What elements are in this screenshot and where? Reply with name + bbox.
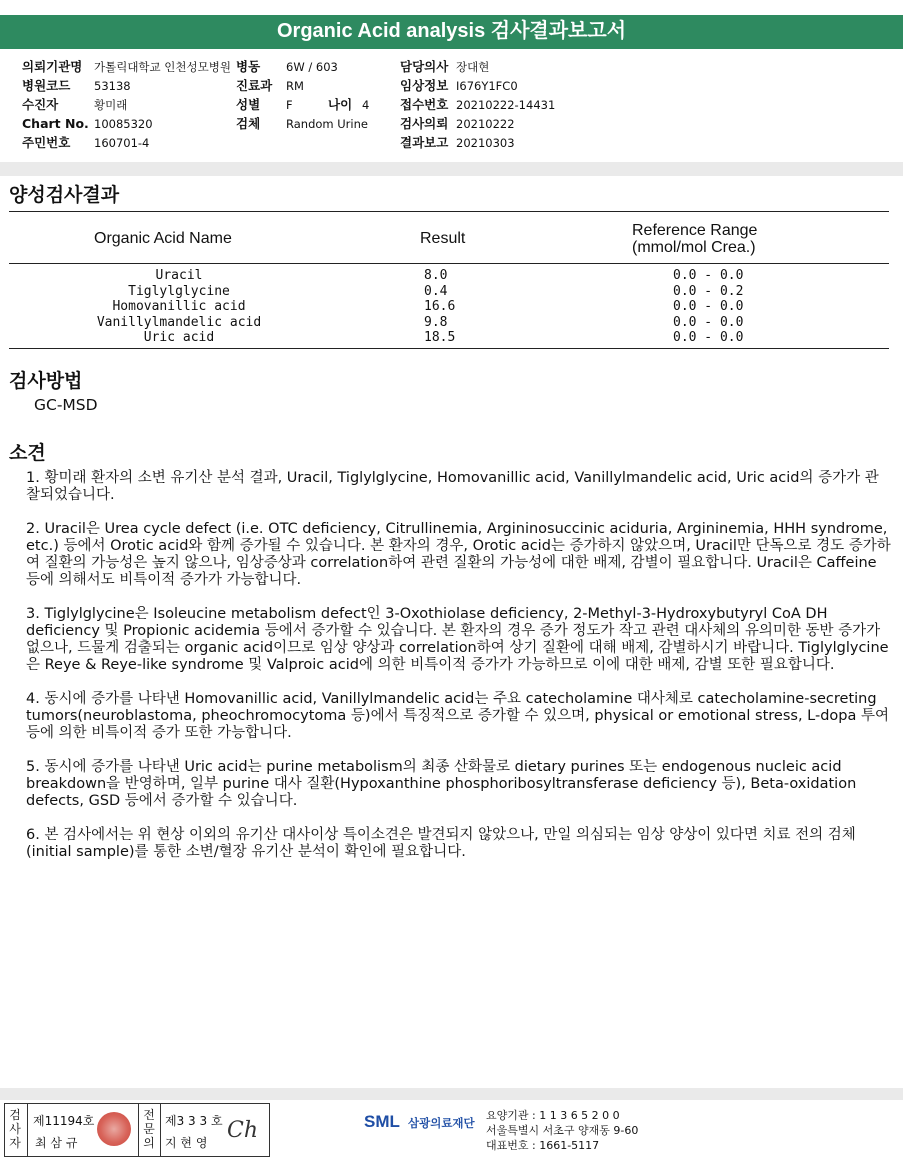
info-value: F (286, 98, 293, 112)
institution-code: 요양기관 : 1 1 3 6 5 2 0 0 (486, 1109, 620, 1122)
info-row (22, 95, 231, 114)
info-value: I676Y1FC0 (456, 79, 518, 93)
acid-result: 0.4 (424, 283, 448, 299)
logo-mark-icon: SML (364, 1112, 400, 1131)
header-divider (0, 47, 903, 49)
finding-paragraph: 6. 본 검사에서는 위 현상 이외의 유기산 대사이상 특이소견은 발견되지 않았으나, 만일 의심되는 임상 양상이 있다면 치료 전의 검체 (initial sample)를 통한 소변/혈장 유기산 분석이 확인에 필요합니다. (26, 827, 856, 860)
specialist-name: 지 현 영 (165, 1136, 208, 1150)
info-label: 검사의뢰 (400, 116, 449, 131)
findings-body (26, 470, 892, 878)
acid-range: 0.0 - 0.0 (673, 299, 744, 314)
info-label: 성별 (236, 97, 261, 112)
specialist-label: 전문의 (143, 1108, 155, 1150)
footer-divider (0, 1088, 903, 1100)
acid-result: 9.8 (424, 314, 448, 330)
report-title: Organic Acid analysis 검사결과보고서 (0, 15, 903, 47)
patient-info-col1 (22, 57, 231, 152)
info-value: 장대현 (456, 60, 490, 74)
info-row (400, 95, 555, 114)
info-value: 가톨릭대학교 인천성모병원 (94, 60, 231, 74)
findings-heading: 소견 (9, 442, 46, 464)
table-row (9, 315, 889, 331)
acid-result: 16.6 (424, 299, 456, 314)
info-row (400, 114, 555, 133)
info-row (236, 57, 369, 76)
age-label: 나이 (328, 97, 353, 112)
acid-result: 18.5 (424, 330, 456, 345)
column-header-result: Result (420, 230, 466, 247)
acid-name: Uric acid (143, 330, 215, 345)
table-row (9, 284, 889, 300)
signature-box (4, 1103, 270, 1157)
acid-name: Tiglylglycine (128, 283, 230, 299)
institution-contact (486, 1108, 638, 1153)
acid-range: 0.0 - 0.0 (673, 330, 744, 345)
finding-paragraph: 1. 황미래 환자의 소변 유기산 분석 결과, Uracil, Tiglylglycine, Homovanillic acid, Vanillylmandelic acid, Uric acid의 증가가 관찰되었습니다. (26, 470, 879, 503)
info-row (22, 114, 231, 133)
patient-info-col3 (400, 57, 555, 152)
signature-box-divider (27, 1104, 28, 1156)
acid-range: 0.0 - 0.0 (673, 314, 744, 330)
range-header-line1: Reference Range (632, 222, 758, 239)
info-divider (0, 162, 903, 176)
signature-box-divider (160, 1104, 161, 1156)
info-row (22, 76, 231, 95)
info-label: 결과보고 (400, 135, 449, 150)
info-row (236, 76, 369, 95)
info-row (400, 133, 555, 152)
acid-name: Vanillylmandelic acid (96, 314, 262, 330)
info-label: 임상정보 (400, 78, 449, 93)
info-value: 160701-4 (94, 136, 150, 150)
institution-address: 서울특별시 서초구 양재동 9-60 (486, 1124, 639, 1137)
examiner-label: 검사자 (9, 1108, 21, 1150)
acid-name: Homovanillic acid (112, 299, 246, 314)
info-label: 의뢰기관명 (22, 59, 83, 74)
table-header-rule (9, 263, 889, 264)
table-bottom-rule (9, 348, 889, 349)
table-top-rule (9, 211, 889, 212)
info-label: Chart No. (22, 116, 89, 131)
examiner-name: 최 삼 규 (35, 1136, 78, 1150)
info-label: 담당의사 (400, 59, 449, 74)
info-row (22, 133, 231, 152)
info-value: 20210222-14431 (456, 98, 556, 112)
acid-result: 8.0 (424, 268, 448, 283)
info-label: 주민번호 (22, 135, 71, 150)
table-row (9, 299, 889, 315)
acid-name: Uracil (155, 268, 203, 283)
age-value: 4 (362, 98, 370, 112)
acid-range: 0.0 - 0.0 (673, 268, 744, 283)
info-label: 수진자 (22, 97, 59, 112)
column-header-range (632, 222, 757, 256)
table-row (9, 268, 889, 284)
info-label: 진료과 (236, 78, 273, 93)
results-table-body (9, 268, 889, 346)
info-row (22, 57, 231, 76)
info-label: 검체 (236, 116, 261, 131)
info-value: 6W / 603 (286, 60, 338, 74)
institution-phone: 대표번호 : 1661-5117 (486, 1139, 600, 1152)
finding-paragraph: 4. 동시에 증가를 나타낸 Homovanillic acid, Vanillylmandelic acid는 주요 catecholamine 대사체로 catecholamine-secreting tumors(neuroblastoma, pheochromocytoma 등)에서 특징적으로 증가할 수 있으며, physical or emotional stress, L-dopa 투여 등에 의한 비특이적 증가 또한 가능합니다. (26, 691, 890, 741)
info-row (400, 76, 555, 95)
info-label: 접수번호 (400, 97, 449, 112)
specialist-license: 제3 3 3 호 (165, 1114, 223, 1128)
column-header-name: Organic Acid Name (94, 230, 232, 247)
table-row (9, 330, 889, 346)
info-value: 20210222 (456, 117, 515, 131)
info-row (236, 114, 369, 133)
finding-paragraph: 2. Uracil은 Urea cycle defect (i.e. OTC deficiency, Citrullinemia, Argininosuccinic aciduria, Argininemia, HHH syndrome, etc.) 등에서 Orotic acid와 함께 증가될 수 있습니다. 본 환자의 경우, Orotic acid는 증가하지 않았으며, Uracil만 단독으로 경도 증가하여 질환의 가능성은 높지 않으나, 임상증상과 correlation하여 관련 질환의 가능성에 대한 배제, 감별이 필요합니다. Uracil은 Caffeine 등에 의해서도 비특이적 증가가 가능합니다. (26, 521, 891, 588)
info-value: RM (286, 79, 304, 93)
range-header-line2: (mmol/mol Crea.) (632, 239, 756, 256)
signature-box-divider (138, 1104, 139, 1156)
finding-paragraph: 5. 동시에 증가를 나타낸 Uric acid는 purine metabolism의 최종 산화물로 dietary purines 또는 endogenous nucleic acid breakdown을 반영하며, 일부 purine 대사 질환(Hypoxanthine phosphoribosyltransferase deficiency 등), Beta-oxidation defects, GSD 등에서 증가할 수 있습니다. (26, 759, 857, 809)
info-label: 병원코드 (22, 78, 71, 93)
handwritten-signature: Ch (227, 1118, 259, 1143)
info-label: 병동 (236, 59, 261, 74)
logo-org-name: 삼광의료재단 (408, 1116, 475, 1130)
info-value: 황미래 (94, 98, 128, 112)
positive-results-heading: 양성검사결과 (9, 184, 120, 206)
method-heading: 검사방법 (9, 370, 83, 392)
acid-range: 0.0 - 0.2 (673, 283, 744, 299)
examiner-license: 제11194호 (33, 1114, 95, 1128)
info-row (400, 57, 555, 76)
info-value: 20210303 (456, 136, 515, 150)
method-value: GC-MSD (34, 396, 98, 414)
seal-stamp-icon (97, 1112, 131, 1146)
finding-paragraph: 3. Tiglylglycine은 Isoleucine metabolism defect인 3-Oxothiolase deficiency, 2-Methyl-3-Hydroxybutyryl CoA DH deficiency 및 Propionic acidemia 등에서 증가할 수 있습니다. 본 환자의 경우 증가 정도가 작고 관련 대사체의 유의미한 동반 증가가 없으나, 드물게 검출되는 organic acid이므로 임상 양상과 correlation하여 상기 질환에 대해 배제, 감별하시기 바랍니다. Tiglylglycine은 Reye & Reye-like syndrome 및 Valproic acid에 의한 비특이적 증가가 가능하므로 이에 대한 배제, 감별 또한 필요합니다. (26, 606, 889, 673)
patient-info-col2 (236, 57, 369, 133)
info-value: Random Urine (286, 117, 368, 131)
info-value: 53138 (94, 79, 131, 93)
info-row (236, 95, 369, 114)
info-value: 10085320 (94, 117, 153, 131)
